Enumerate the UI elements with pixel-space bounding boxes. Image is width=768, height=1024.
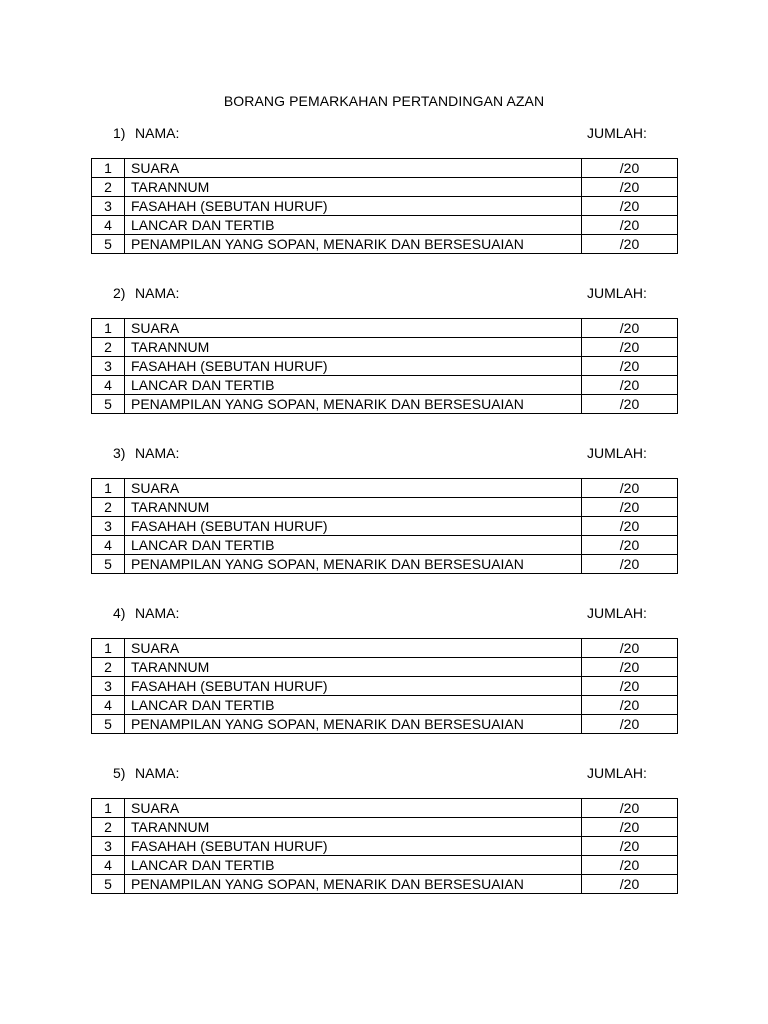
table-row — [92, 536, 678, 555]
criterion-cell: SUARA — [125, 319, 582, 338]
row-number: 3 — [92, 357, 125, 376]
table-row — [92, 639, 678, 658]
row-number: 3 — [92, 517, 125, 536]
total-label: JUMLAH: — [587, 765, 647, 781]
criterion-cell: PENAMPILAN YANG SOPAN, MENARIK DAN BERSESUAIAN — [125, 715, 582, 734]
score-cell[interactable]: /20 — [582, 875, 678, 894]
table-row — [92, 319, 678, 338]
score-cell[interactable]: /20 — [582, 639, 678, 658]
table-row — [92, 856, 678, 875]
criterion-cell: FASAHAH (SEBUTAN HURUF) — [125, 517, 582, 536]
row-number: 5 — [92, 235, 125, 254]
row-number: 5 — [92, 875, 125, 894]
table-row — [92, 818, 678, 837]
score-cell[interactable]: /20 — [582, 856, 678, 875]
criterion-cell: SUARA — [125, 479, 582, 498]
section-header — [0, 765, 768, 785]
table-row — [92, 658, 678, 677]
participant-section — [0, 285, 768, 412]
criterion-cell: FASAHAH (SEBUTAN HURUF) — [125, 357, 582, 376]
table-row — [92, 837, 678, 856]
score-cell[interactable]: /20 — [582, 658, 678, 677]
row-number: 4 — [92, 856, 125, 875]
criterion-cell: PENAMPILAN YANG SOPAN, MENARIK DAN BERSESUAIAN — [125, 555, 582, 574]
row-number: 1 — [92, 319, 125, 338]
score-cell[interactable]: /20 — [582, 395, 678, 414]
total-label: JUMLAH: — [587, 125, 647, 141]
name-label: NAMA: — [135, 605, 180, 621]
score-cell[interactable]: /20 — [582, 677, 678, 696]
section-number: 1) — [113, 125, 126, 141]
criterion-cell: FASAHAH (SEBUTAN HURUF) — [125, 677, 582, 696]
row-number: 3 — [92, 677, 125, 696]
criterion-cell: LANCAR DAN TERTIB — [125, 216, 582, 235]
table-row — [92, 159, 678, 178]
criterion-cell: PENAMPILAN YANG SOPAN, MENARIK DAN BERSESUAIAN — [125, 395, 582, 414]
table-row — [92, 197, 678, 216]
score-cell[interactable]: /20 — [582, 159, 678, 178]
name-label: NAMA: — [135, 445, 180, 461]
row-number: 2 — [92, 658, 125, 677]
participant-section — [0, 125, 768, 252]
section-number: 3) — [113, 445, 126, 461]
criterion-cell: TARANNUM — [125, 338, 582, 357]
criterion-cell: LANCAR DAN TERTIB — [125, 536, 582, 555]
table-row — [92, 677, 678, 696]
section-header — [0, 605, 768, 625]
row-number: 1 — [92, 639, 125, 658]
row-number: 5 — [92, 715, 125, 734]
criterion-cell: TARANNUM — [125, 658, 582, 677]
name-label: NAMA: — [135, 285, 180, 301]
row-number: 5 — [92, 395, 125, 414]
score-cell[interactable]: /20 — [582, 818, 678, 837]
score-cell[interactable]: /20 — [582, 338, 678, 357]
score-table — [91, 798, 678, 894]
score-table — [91, 638, 678, 734]
participant-section — [0, 605, 768, 732]
score-cell[interactable]: /20 — [582, 197, 678, 216]
score-cell[interactable]: /20 — [582, 696, 678, 715]
criterion-cell: TARANNUM — [125, 498, 582, 517]
row-number: 4 — [92, 536, 125, 555]
row-number: 2 — [92, 498, 125, 517]
score-cell[interactable]: /20 — [582, 498, 678, 517]
row-number: 2 — [92, 818, 125, 837]
score-cell[interactable]: /20 — [582, 319, 678, 338]
score-cell[interactable]: /20 — [582, 178, 678, 197]
section-number: 5) — [113, 765, 126, 781]
score-cell[interactable]: /20 — [582, 517, 678, 536]
row-number: 1 — [92, 479, 125, 498]
score-cell[interactable]: /20 — [582, 536, 678, 555]
criterion-cell: SUARA — [125, 159, 582, 178]
row-number: 3 — [92, 197, 125, 216]
table-row — [92, 715, 678, 734]
table-row — [92, 799, 678, 818]
score-cell[interactable]: /20 — [582, 376, 678, 395]
score-cell[interactable]: /20 — [582, 357, 678, 376]
row-number: 4 — [92, 696, 125, 715]
score-cell[interactable]: /20 — [582, 235, 678, 254]
section-header — [0, 285, 768, 305]
total-label: JUMLAH: — [587, 605, 647, 621]
criterion-cell: SUARA — [125, 639, 582, 658]
table-row — [92, 696, 678, 715]
table-row — [92, 376, 678, 395]
row-number: 4 — [92, 216, 125, 235]
score-cell[interactable]: /20 — [582, 837, 678, 856]
row-number: 1 — [92, 159, 125, 178]
criterion-cell: TARANNUM — [125, 818, 582, 837]
table-row — [92, 178, 678, 197]
score-cell[interactable]: /20 — [582, 479, 678, 498]
score-cell[interactable]: /20 — [582, 799, 678, 818]
table-row — [92, 498, 678, 517]
table-row — [92, 555, 678, 574]
score-cell[interactable]: /20 — [582, 555, 678, 574]
section-number: 4) — [113, 605, 126, 621]
criterion-cell: FASAHAH (SEBUTAN HURUF) — [125, 837, 582, 856]
row-number: 2 — [92, 178, 125, 197]
score-table — [91, 158, 678, 254]
name-label: NAMA: — [135, 125, 180, 141]
score-cell[interactable]: /20 — [582, 715, 678, 734]
section-header — [0, 445, 768, 465]
criterion-cell: LANCAR DAN TERTIB — [125, 696, 582, 715]
total-label: JUMLAH: — [587, 445, 647, 461]
row-number: 2 — [92, 338, 125, 357]
table-row — [92, 875, 678, 894]
score-table — [91, 478, 678, 574]
table-row — [92, 479, 678, 498]
row-number: 3 — [92, 837, 125, 856]
criterion-cell: PENAMPILAN YANG SOPAN, MENARIK DAN BERSESUAIAN — [125, 235, 582, 254]
table-row — [92, 517, 678, 536]
criterion-cell: FASAHAH (SEBUTAN HURUF) — [125, 197, 582, 216]
table-row — [92, 216, 678, 235]
document-title: BORANG PEMARKAHAN PERTANDINGAN AZAN — [223, 93, 545, 109]
table-row — [92, 235, 678, 254]
score-table — [91, 318, 678, 414]
criterion-cell: LANCAR DAN TERTIB — [125, 856, 582, 875]
section-header — [0, 125, 768, 145]
row-number: 4 — [92, 376, 125, 395]
table-row — [92, 395, 678, 414]
criterion-cell: TARANNUM — [125, 178, 582, 197]
criterion-cell: PENAMPILAN YANG SOPAN, MENARIK DAN BERSESUAIAN — [125, 875, 582, 894]
section-number: 2) — [113, 285, 126, 301]
table-row — [92, 338, 678, 357]
row-number: 5 — [92, 555, 125, 574]
participant-section — [0, 765, 768, 892]
criterion-cell: SUARA — [125, 799, 582, 818]
row-number: 1 — [92, 799, 125, 818]
participant-section — [0, 445, 768, 572]
table-row — [92, 357, 678, 376]
name-label: NAMA: — [135, 765, 180, 781]
total-label: JUMLAH: — [587, 285, 647, 301]
criterion-cell: LANCAR DAN TERTIB — [125, 376, 582, 395]
score-cell[interactable]: /20 — [582, 216, 678, 235]
